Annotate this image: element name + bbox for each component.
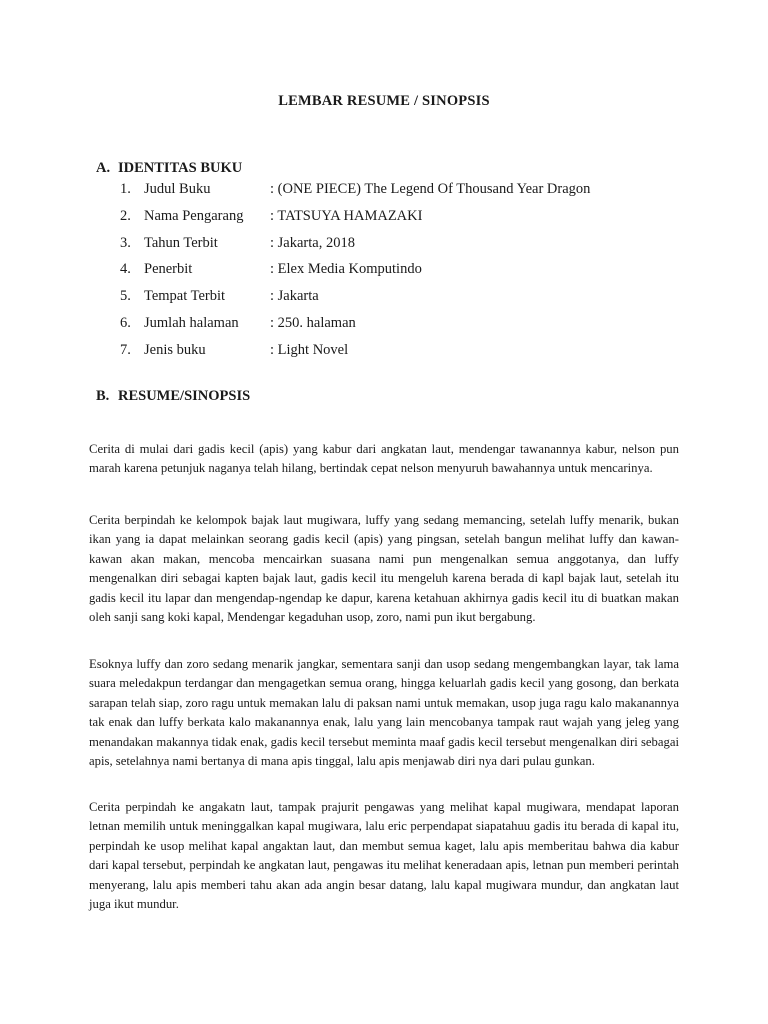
section-a-heading (96, 160, 242, 177)
section-b-title: RESUME/SINOPSIS (118, 388, 251, 404)
section-b-letter: B. (96, 388, 110, 404)
item-value: : Elex Media Komputindo (270, 261, 422, 278)
item-number: 6. (120, 314, 131, 331)
identity-item (96, 315, 696, 342)
item-value: : Jakarta, 2018 (270, 234, 355, 251)
item-number: 3. (120, 234, 131, 251)
item-number: 2. (120, 207, 131, 224)
item-label: Tahun Terbit (144, 234, 218, 251)
synopsis-paragraph: Cerita di mulai dari gadis kecil (apis) yang kabur dari angkatan laut, mendengar tawanannya kabur, nelson pun marah karena petunjuk naganya telah hilang, bertindak cepat nelson menyuruh bawahannya untuk mencarinya. (89, 442, 679, 476)
document-title: LEMBAR RESUME / SINOPSIS (278, 93, 490, 109)
item-label: Jumlah halaman (144, 314, 239, 331)
identity-item (96, 235, 696, 262)
identity-item (96, 288, 696, 315)
item-number: 4. (120, 261, 131, 278)
synopsis-paragraph: Esoknya luffy dan zoro sedang menarik jangkar, sementara sanji dan usop sedang mengembangkan layar, tak lama suara meledakpun terdangar dan mengagetkan semua orang, hingga keluarlah gadis kecil yang gosong, dan berkata sarapan telah siap, zoro ragu untuk memakan lalu di paksan nami untuk memakan, usop juga ragu kalo makanannya tak enak dan luffy berkata kalo makanannya enak, lalu yang lain mencobanya tampak raut wajah yang jeleg yang menandakan makannya tidak enak, gadis kecil tersebut meminta maaf gadis kecil tersebut mengenalkan diri sebagai apis, setelahnya nami bertanya di mana apis tinggal, lalu apis menjawab diri nya dari pulau gunkan. (89, 657, 679, 769)
item-label: Jenis buku (144, 341, 206, 358)
synopsis-paragraph: Cerita perpindah ke angakatn laut, tampak prajurit pengawas yang melihat kapal mugiwara, mendapat laporan letnan memilih untuk meninggalkan kapal mugiwara, lalu eric perpendapat siapatahuu gadis itu berada di kapal itu, perpindah ke usop melihat kapal angaktan laut, dan membut semua kaget, lalu apis memberitau bahwa dia kabur dari kapal tersebut, perpindah ke angkatan laut, pengawas itu melihat keneradaan apis, letnan pun memberi perintah menyerang, lalu apis memberi tahu akan ada angin besar datang, lalu kapal mugiwara mundur, dan angkatan laut juga ikut mundur. (89, 800, 679, 912)
identity-item (96, 208, 696, 235)
book-identity-list (96, 181, 696, 369)
item-label: Judul Buku (144, 181, 211, 197)
item-value: : (ONE PIECE) The Legend Of Thousand Year Dragon (270, 181, 591, 197)
item-value: : TATSUYA HAMAZAKI (270, 207, 423, 224)
item-label: Penerbit (144, 261, 193, 278)
item-label: Nama Pengarang (144, 207, 244, 224)
item-label: Tempat Terbit (144, 288, 226, 305)
identity-item (96, 181, 696, 208)
item-number: 1. (120, 181, 131, 197)
item-value: : Light Novel (270, 341, 349, 358)
synopsis-paragraph: Cerita berpindah ke kelompok bajak laut mugiwara, luffy yang sedang memancing, setelah luffy menarik, bukan ikan yang ia dapat melainkan seorang gadis kecil (apis) yang pingsan, setelah bangun melihat luffy dan kawan-kawan akan makan, mencoba mencairkan suasana nami pun mengenalkan semua anggotanya, dan luffy mengenalkan diri sebagai kapten bajak laut, gadis kecil itu mengeluh karena berada di kapl bajak laut, setelah itu gadis kecil itu lapar dan mengendap-ngendap ke dapur, karena ketahuan akhirnya gadis kecil itu di buatkan makan oleh sanji sang koki kapal, Mendengar kegaduhan usop, zoro, nami pun ikut bergabung. (89, 513, 679, 625)
identity-item (96, 261, 696, 288)
item-number: 5. (120, 288, 131, 305)
identity-item (96, 342, 696, 369)
item-value: : 250. halaman (270, 314, 356, 331)
section-b-heading (96, 388, 250, 405)
section-a-letter: A. (96, 160, 111, 176)
section-a-title: IDENTITAS BUKU (118, 160, 243, 176)
item-value: : Jakarta (270, 288, 319, 305)
item-number: 7. (120, 341, 131, 358)
